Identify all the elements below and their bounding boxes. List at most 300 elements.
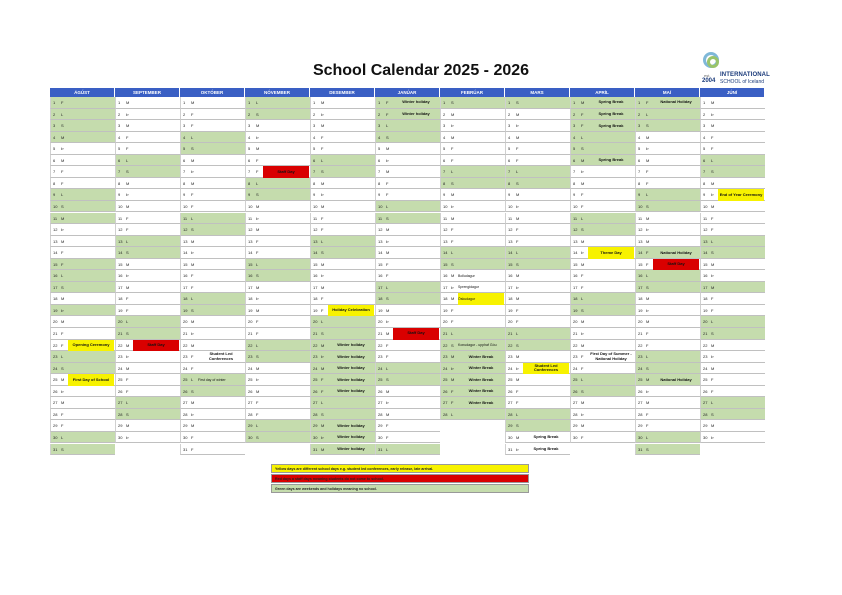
day-number: 27	[183, 400, 188, 406]
day-number: 20	[443, 319, 448, 325]
weekday-letter: M	[581, 423, 585, 429]
day-cell	[180, 236, 245, 248]
weekday-letter: S	[191, 307, 194, 313]
day-number: 2	[443, 111, 446, 117]
day-number: 24	[443, 365, 448, 371]
day-number: 11	[508, 215, 513, 221]
month-header: FEBRÚAR	[440, 88, 504, 97]
day-cell	[440, 166, 505, 178]
day-number: 18	[443, 296, 448, 302]
day-cell	[180, 316, 245, 328]
weekday-letter: M	[516, 111, 520, 117]
day-number: 15	[183, 261, 188, 267]
weekday-letter: M	[711, 261, 715, 267]
day-cell	[700, 270, 765, 282]
day-number: 9	[118, 192, 121, 198]
day-cell	[115, 120, 180, 132]
day-number: 13	[703, 238, 708, 244]
day-number: 6	[638, 157, 641, 163]
day-cell	[245, 270, 310, 282]
day-number: 13	[118, 238, 123, 244]
calendar-event: Winter holiday	[337, 376, 365, 382]
day-number: 4	[53, 134, 56, 140]
day-number: 24	[248, 365, 253, 371]
weekday-letter: F	[646, 261, 649, 267]
weekday-letter: F	[321, 227, 324, 233]
day-cell	[310, 409, 375, 421]
day-cell	[505, 120, 570, 132]
weekday-letter: M	[711, 100, 715, 105]
day-number: 30	[638, 434, 643, 440]
weekday-letter: L	[256, 423, 259, 429]
weekday-letter: F	[191, 273, 194, 279]
day-number: 24	[703, 365, 708, 371]
day-cell	[375, 155, 440, 167]
weekday-letter: F	[126, 227, 129, 233]
day-cell	[635, 397, 700, 409]
weekday-letter: F	[61, 331, 64, 336]
day-number: 24	[508, 365, 513, 371]
day-cell	[635, 351, 700, 363]
day-cell	[115, 305, 180, 317]
weekday-letter: S	[581, 227, 584, 233]
weekday-letter: M	[191, 423, 195, 429]
day-number: 21	[638, 331, 643, 336]
day-number: 16	[118, 273, 123, 279]
day-number: 25	[248, 377, 253, 383]
weekday-letter: L	[61, 273, 64, 279]
day-cell	[440, 247, 505, 259]
day-number: 15	[443, 261, 448, 267]
day-cell	[245, 189, 310, 201]
day-number: 23	[573, 354, 578, 360]
weekday-letter: F	[191, 111, 194, 117]
weekday-letter: M	[256, 146, 260, 152]
weekday-letter: F	[386, 342, 389, 348]
weekday-letter: M	[646, 319, 650, 325]
weekday-letter: S	[191, 146, 194, 152]
weekday-letter: F	[191, 123, 194, 129]
day-number: 26	[248, 388, 253, 394]
day-number: 6	[573, 157, 576, 163]
weekday-letter: Þ	[711, 434, 714, 440]
day-number: 6	[53, 157, 56, 163]
calendar-event: Spring Break	[598, 122, 624, 128]
day-cell	[180, 386, 245, 398]
day-cell	[570, 189, 635, 201]
day-number: 4	[638, 134, 641, 140]
day-number: 16	[378, 273, 383, 279]
day-number: 24	[573, 365, 578, 371]
weekday-letter: L	[711, 238, 714, 244]
weekday-letter: M	[191, 261, 195, 267]
weekday-letter: M	[321, 284, 325, 290]
weekday-letter: Þ	[386, 157, 389, 163]
day-cell	[115, 397, 180, 409]
day-cell	[115, 213, 180, 225]
weekday-letter: L	[711, 400, 714, 406]
day-number: 23	[183, 354, 188, 360]
day-number: 13	[443, 238, 448, 244]
day-cell	[50, 132, 115, 144]
day-number: 1	[313, 100, 316, 105]
day-number: 1	[53, 100, 56, 105]
day-cell	[245, 155, 310, 167]
calendar-event: Winter holiday	[337, 445, 365, 451]
day-number: 15	[118, 261, 123, 267]
weekday-letter: S	[256, 354, 259, 360]
day-cell	[115, 236, 180, 248]
weekday-letter: S	[191, 227, 194, 233]
day-cell	[115, 409, 180, 421]
weekday-letter: M	[711, 365, 715, 371]
day-cell	[505, 340, 570, 352]
weekday-letter: M	[321, 203, 325, 209]
day-cell	[115, 155, 180, 167]
weekday-letter: M	[516, 354, 520, 360]
day-number: 17	[443, 284, 448, 290]
day-number: 7	[183, 169, 186, 175]
day-cell	[245, 432, 310, 444]
day-number: 30	[248, 434, 253, 440]
day-number: 31	[638, 446, 643, 452]
day-cell	[245, 420, 310, 432]
day-cell	[700, 143, 765, 155]
month-header: APRÍL	[570, 88, 634, 97]
weekday-letter: M	[451, 296, 455, 302]
day-cell	[635, 155, 700, 167]
day-number: 19	[573, 307, 578, 313]
day-cell	[505, 316, 570, 328]
day-cell	[50, 189, 115, 201]
calendar-event: Student Led Conferences	[208, 351, 234, 361]
day-number: 10	[53, 203, 58, 209]
weekday-letter: Þ	[646, 388, 649, 394]
day-cell	[375, 282, 440, 294]
day-number: 12	[638, 227, 643, 233]
day-cell	[635, 213, 700, 225]
day-number: 24	[183, 365, 188, 371]
weekday-letter: S	[646, 365, 649, 371]
day-cell	[570, 143, 635, 155]
weekday-letter: M	[321, 342, 325, 348]
day-cell	[440, 132, 505, 144]
weekday-letter: Þ	[581, 169, 584, 175]
day-number: 14	[638, 250, 643, 256]
calendar-event: National Holiday	[660, 376, 692, 382]
day-number: 8	[703, 180, 706, 186]
day-cell	[635, 224, 700, 236]
day-number: 31	[508, 446, 513, 452]
day-cell	[700, 213, 765, 225]
day-cell	[375, 363, 440, 375]
day-number: 21	[183, 331, 188, 336]
calendar-event: Staff Day	[653, 259, 699, 271]
day-cell	[245, 397, 310, 409]
day-cell	[310, 189, 375, 201]
day-number: 12	[378, 227, 383, 233]
day-cell	[375, 316, 440, 328]
day-cell	[570, 178, 635, 190]
weekday-letter: F	[646, 423, 649, 429]
day-cell	[700, 166, 765, 178]
day-cell	[180, 328, 245, 340]
day-number: 26	[638, 388, 643, 394]
calendar-event: Spring Break	[533, 445, 559, 451]
weekday-letter: F	[61, 169, 64, 175]
weekday-letter: L	[516, 411, 519, 417]
weekday-letter: M	[61, 157, 65, 163]
weekday-letter: F	[386, 434, 389, 440]
day-cell	[375, 259, 440, 271]
day-number: 19	[313, 307, 318, 313]
day-number: 23	[703, 354, 708, 360]
day-number: 12	[183, 227, 188, 233]
day-cell	[375, 374, 440, 386]
day-cell	[570, 166, 635, 178]
weekday-letter: L	[191, 377, 194, 383]
day-cell	[375, 213, 440, 225]
day-cell	[700, 97, 765, 109]
weekday-letter: F	[126, 307, 129, 313]
weekday-letter: Þ	[711, 273, 714, 279]
day-cell	[570, 201, 635, 213]
weekday-letter: S	[581, 307, 584, 313]
day-cell	[245, 97, 310, 109]
day-number: 2	[248, 111, 251, 117]
weekday-letter: L	[61, 111, 64, 117]
weekday-letter: M	[256, 388, 260, 394]
month-header: ÁGÚST	[50, 88, 114, 97]
day-number: 13	[53, 238, 58, 244]
weekday-letter: F	[386, 273, 389, 279]
day-number: 24	[118, 365, 123, 371]
day-cell	[50, 178, 115, 190]
calendar-event: Winter holiday	[402, 99, 430, 105]
weekday-letter: L	[711, 157, 714, 163]
day-cell	[700, 386, 765, 398]
day-number: 3	[53, 123, 56, 129]
day-cell	[505, 132, 570, 144]
weekday-letter: M	[61, 400, 65, 406]
weekday-letter: M	[386, 250, 390, 256]
weekday-letter: F	[386, 261, 389, 267]
day-number: 5	[378, 146, 381, 152]
day-number: 25	[638, 377, 643, 383]
day-cell	[505, 374, 570, 386]
weekday-letter: F	[321, 296, 324, 302]
day-number: 3	[313, 123, 316, 129]
day-number: 3	[508, 123, 511, 129]
weekday-letter: L	[451, 411, 454, 417]
day-number: 15	[703, 261, 708, 267]
weekday-letter: M	[321, 446, 325, 452]
weekday-letter: F	[386, 192, 389, 198]
day-cell	[375, 397, 440, 409]
weekday-letter: Þ	[256, 377, 259, 383]
day-cell	[505, 155, 570, 167]
day-cell	[180, 224, 245, 236]
day-cell	[310, 224, 375, 236]
day-cell	[115, 189, 180, 201]
day-number: 18	[638, 296, 643, 302]
day-cell	[310, 178, 375, 190]
day-number: 16	[703, 273, 708, 279]
day-number: 8	[313, 180, 316, 186]
day-cell	[310, 259, 375, 271]
weekday-letter: L	[126, 157, 129, 163]
day-cell	[180, 420, 245, 432]
day-cell	[115, 143, 180, 155]
day-number: 15	[378, 261, 383, 267]
weekday-letter: F	[581, 203, 584, 209]
weekday-letter: M	[516, 192, 520, 198]
calendar-event: Winter Break	[468, 376, 494, 382]
day-cell	[115, 282, 180, 294]
weekday-letter: S	[386, 296, 389, 302]
day-number: 1	[183, 100, 186, 105]
weekday-letter: F	[451, 227, 454, 233]
day-number: 30	[378, 434, 383, 440]
day-number: 27	[118, 400, 123, 406]
day-number: 6	[703, 157, 706, 163]
day-number: 7	[313, 169, 316, 175]
weekday-letter: M	[126, 180, 130, 186]
day-cell	[570, 270, 635, 282]
weekday-letter: Þ	[386, 319, 389, 325]
day-cell	[50, 444, 115, 456]
day-number: 14	[573, 250, 578, 256]
day-cell	[635, 189, 700, 201]
weekday-letter: Þ	[386, 400, 389, 406]
weekday-letter: F	[126, 388, 129, 394]
day-number: 5	[53, 146, 56, 152]
weekday-letter: F	[191, 192, 194, 198]
weekday-letter: S	[711, 411, 714, 417]
day-number: 10	[638, 203, 643, 209]
weekday-letter: M	[386, 227, 390, 233]
weekday-letter: M	[126, 284, 130, 290]
weekday-letter: F	[191, 203, 194, 209]
weekday-letter: F	[191, 354, 194, 360]
day-number: 10	[508, 203, 513, 209]
calendar-event: Staff Day	[393, 328, 439, 340]
weekday-letter: F	[256, 250, 259, 256]
day-cell	[245, 259, 310, 271]
weekday-letter: M	[191, 100, 195, 105]
day-number: 12	[703, 227, 708, 233]
day-number: 18	[183, 296, 188, 302]
weekday-letter: L	[321, 319, 324, 325]
day-number: 4	[573, 134, 576, 140]
day-cell	[505, 386, 570, 398]
weekday-letter: L	[646, 354, 649, 360]
weekday-letter: F	[516, 388, 519, 394]
weekday-letter: M	[516, 377, 520, 383]
weekday-letter: S	[126, 411, 129, 417]
weekday-letter: F	[61, 100, 64, 105]
day-number: 21	[248, 331, 253, 336]
day-cell	[310, 293, 375, 305]
day-number: 17	[378, 284, 383, 290]
weekday-letter: S	[321, 169, 324, 175]
day-cell	[310, 282, 375, 294]
weekday-letter: Þ	[126, 434, 129, 440]
weekday-letter: F	[711, 134, 714, 140]
day-number: 8	[573, 180, 576, 186]
day-number: 9	[443, 192, 446, 198]
weekday-letter: M	[581, 400, 585, 406]
day-cell	[440, 120, 505, 132]
weekday-letter: M	[256, 123, 260, 129]
weekday-letter: F	[61, 261, 64, 267]
day-number: 29	[248, 423, 253, 429]
weekday-letter: Þ	[516, 123, 519, 129]
weekday-letter: Þ	[646, 146, 649, 152]
day-cell	[505, 397, 570, 409]
weekday-letter: M	[516, 296, 520, 302]
day-cell	[570, 386, 635, 398]
calendar-event: Winter Break	[468, 353, 494, 359]
weekday-letter: Þ	[321, 111, 324, 117]
weekday-letter: F	[516, 227, 519, 233]
weekday-letter: L	[126, 319, 129, 325]
day-number: 5	[638, 146, 641, 152]
day-number: 20	[118, 319, 123, 325]
day-cell	[180, 444, 245, 456]
day-number: 16	[53, 273, 58, 279]
day-cell	[115, 270, 180, 282]
day-number: 13	[248, 238, 253, 244]
day-number: 15	[313, 261, 318, 267]
weekday-letter: F	[581, 273, 584, 279]
day-number: 29	[703, 423, 708, 429]
weekday-letter: M	[451, 215, 455, 221]
day-cell	[375, 189, 440, 201]
weekday-letter: S	[646, 203, 649, 209]
day-number: 9	[378, 192, 381, 198]
weekday-letter: L	[386, 446, 389, 452]
day-number: 1	[118, 100, 121, 105]
weekday-letter: F	[646, 342, 649, 348]
weekday-letter: M	[191, 238, 195, 244]
weekday-letter: F	[126, 296, 129, 302]
weekday-letter: Þ	[321, 273, 324, 279]
day-cell	[505, 282, 570, 294]
day-cell	[635, 201, 700, 213]
day-number: 7	[573, 169, 576, 175]
weekday-letter: F	[451, 307, 454, 313]
month-header: JANÚAR	[375, 88, 439, 97]
day-number: 24	[638, 365, 643, 371]
day-number: 17	[573, 284, 578, 290]
day-number: 6	[508, 157, 511, 163]
day-cell	[50, 166, 115, 178]
weekday-letter: M	[711, 123, 715, 129]
day-cell	[440, 316, 505, 328]
weekday-letter: L	[386, 365, 389, 371]
day-number: 21	[53, 331, 58, 336]
weekday-letter: M	[126, 261, 130, 267]
day-cell	[700, 247, 765, 259]
day-number: 3	[118, 123, 121, 129]
weekday-letter: M	[386, 307, 390, 313]
day-number: 4	[443, 134, 446, 140]
weekday-letter: M	[321, 261, 325, 267]
calendar-event: Winter holiday	[337, 434, 365, 440]
month-header: MAÍ	[635, 88, 699, 97]
weekday-letter: M	[451, 134, 455, 140]
